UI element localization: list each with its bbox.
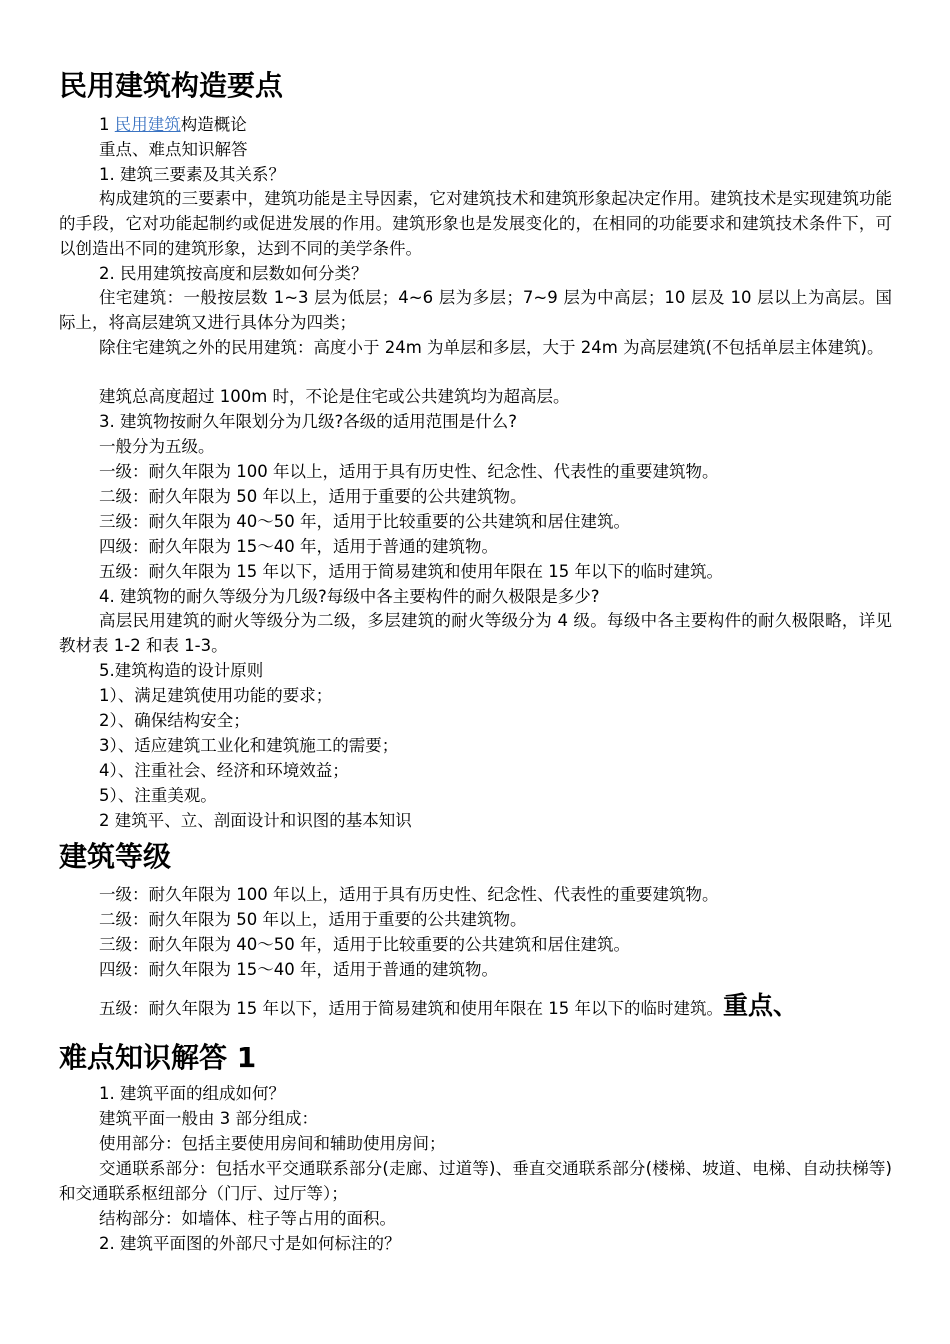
durability-level-1: 一级：耐久年限为 100 年以上，适用于具有历史性、纪念性、代表性的重要建筑物。	[99, 462, 719, 481]
durability-level-4: 四级：耐久年限为 15～40 年，适用于普通的建筑物。	[99, 537, 498, 556]
durability-level-5: 五级：耐久年限为 15 年以下，适用于简易建筑和使用年限在 15 年以下的临时建筑。	[99, 562, 723, 581]
grade-level-2: 二级：耐久年限为 50 年以上，适用于重要的公共建筑物。	[99, 910, 527, 929]
durability-level-2: 二级：耐久年限为 50 年以上，适用于重要的公共建筑物。	[99, 487, 527, 506]
answer-2-non-residential: 除住宅建筑之外的民用建筑：高度小于 24m 为单层和多层，大于 24m 为高层建筑(不包括单层主体建筑)。	[99, 338, 884, 357]
section-2-title: 2 建筑平、立、剖面设计和识图的基本知识	[99, 811, 412, 830]
question-1: 1. 建筑三要素及其关系？	[99, 165, 285, 184]
section-1-title-suffix: 构造概论	[180, 115, 247, 134]
grade-level-3: 三级：耐久年限为 40～50 年，适用于比较重要的公共建筑和居住建筑。	[99, 935, 630, 954]
civil-building-link[interactable]: 民用建筑	[114, 115, 181, 134]
grade-level-5-line	[59, 991, 892, 1022]
answer-2-residential: 住宅建筑：一般按层数 1~3 层为低层；4~6 层为多层；7~9 层为中高层；10 层及 10 层以上为高层。国际上，将高层建筑又进行具体分为四类；	[59, 288, 892, 332]
section-1-title	[59, 113, 892, 138]
key-points-label: 重点、难点知识解答	[99, 140, 248, 159]
principle-3: 3）、适应建筑工业化和建筑施工的需要；	[99, 736, 399, 755]
heading-difficult-points: 难点知识解答 1	[59, 1041, 257, 1074]
grade-level-5: 五级：耐久年限为 15 年以下，适用于简易建筑和使用年限在 15 年以下的临时建筑。	[99, 999, 723, 1018]
plan-answer-intro: 建筑平面一般由 3 部分组成：	[99, 1109, 318, 1128]
heading-key-points-part: 重点、	[722, 991, 798, 1020]
answer-2-super-high-rise: 建筑总高度超过 100m 时，不论是住宅或公共建筑均为超高层。	[99, 387, 570, 406]
heading-civil-building-construction: 民用建筑构造要点	[59, 69, 284, 102]
principle-5: 5）、注重美观。	[99, 786, 217, 805]
plan-question-2: 2. 建筑平面图的外部尺寸是如何标注的？	[99, 1234, 401, 1253]
principle-4: 4）、注重社会、经济和环境效益；	[99, 761, 349, 780]
question-2: 2. 民用建筑按高度和层数如何分类？	[99, 264, 368, 283]
answer-1: 构成建筑的三要素中，建筑功能是主导因素，它对建筑技术和建筑形象起决定作用。建筑技术是实现建筑功能的手段，它对功能起制约或促进发展的作用。建筑形象也是发展变化的，在相同的功能要求和建筑技术条件下，可以创造出不同的建筑形象，达到不同的美学条件。	[59, 189, 892, 258]
answer-3-intro: 一般分为五级。	[99, 437, 215, 456]
grade-level-4: 四级：耐久年限为 15～40 年，适用于普通的建筑物。	[99, 960, 498, 979]
plan-question-1: 1. 建筑平面的组成如何？	[99, 1084, 285, 1103]
durability-level-3: 三级：耐久年限为 40～50 年，适用于比较重要的公共建筑和居住建筑。	[99, 512, 630, 531]
heading-building-grade: 建筑等级	[59, 840, 172, 873]
question-3: 3. 建筑物按耐久年限划分为几级?各级的适用范围是什么?	[99, 412, 518, 431]
plan-answer-circulation: 交通联系部分：包括水平交通联系部分(走廊、过道等)、垂直交通联系部分(楼梯、坡道、电梯、自动扶梯等)和交通联系枢纽部分（门厅、过厅等）；	[59, 1159, 892, 1203]
answer-4: 高层民用建筑的耐火等级分为二级，多层建筑的耐火等级分为 4 级。每级中各主要构件的耐久极限略，详见教材表 1-2 和表 1-3。	[59, 611, 892, 655]
principle-2: 2）、确保结构安全；	[99, 711, 250, 730]
plan-answer-usage: 使用部分：包括主要使用房间和辅助使用房间；	[99, 1134, 446, 1153]
question-5: 5.建筑构造的设计原则	[99, 661, 264, 680]
principle-1: 1）、满足建筑使用功能的要求；	[99, 686, 333, 705]
question-4: 4. 建筑物的耐久等级分为几级?每级中各主要构件的耐久极限是多少?	[99, 587, 600, 606]
section-1-number: 1	[99, 115, 115, 134]
grade-level-1: 一级：耐久年限为 100 年以上，适用于具有历史性、纪念性、代表性的重要建筑物。	[99, 885, 719, 904]
plan-answer-structure: 结构部分：如墙体、柱子等占用的面积。	[99, 1209, 396, 1228]
